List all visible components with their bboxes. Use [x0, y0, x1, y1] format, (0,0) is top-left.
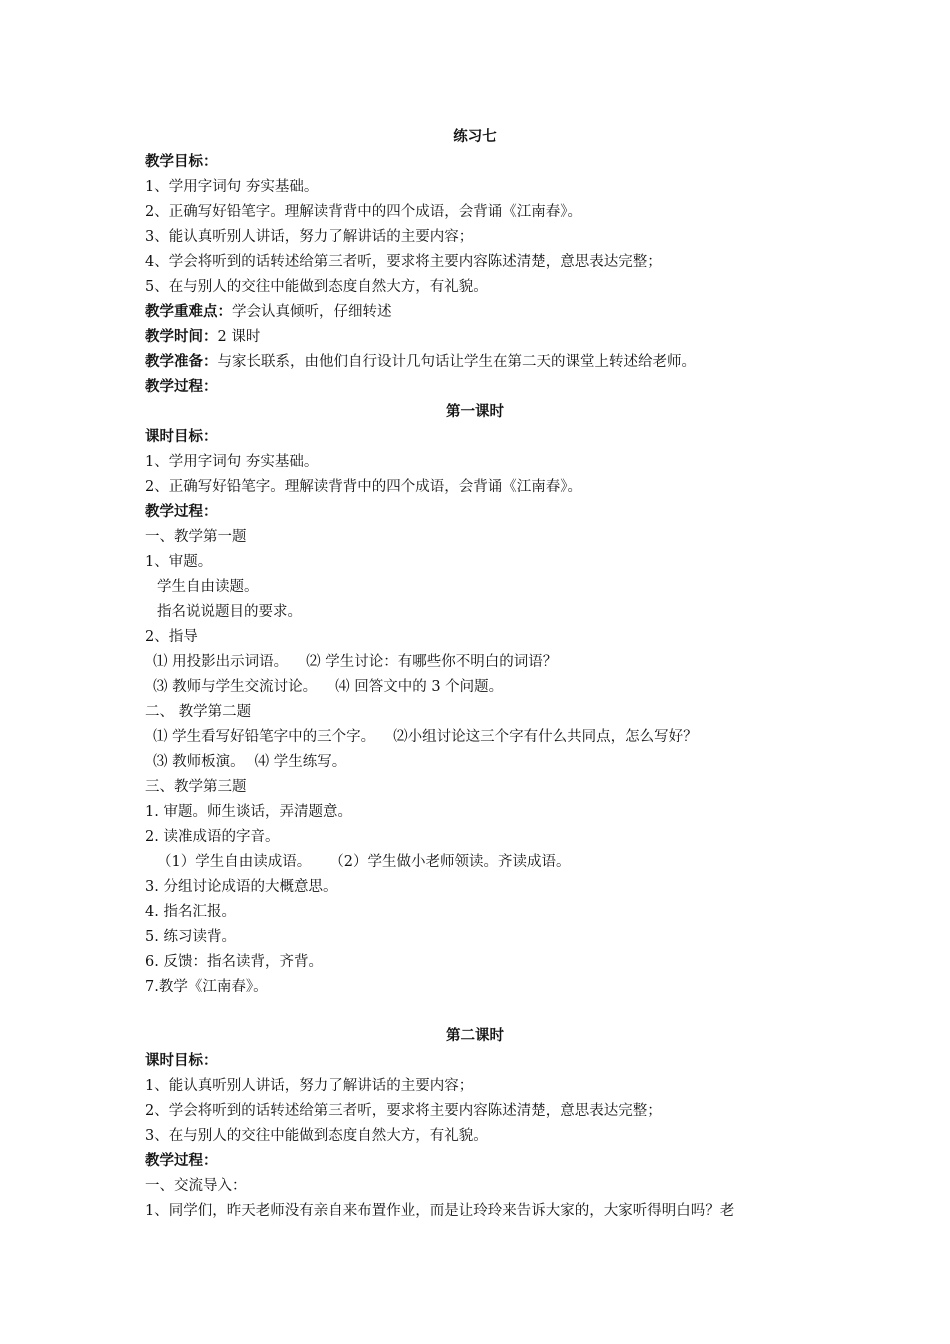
lesson1-process-heading: 教学过程：: [145, 503, 218, 520]
step-detail-row: [153, 753, 346, 771]
step-detail: ⑴ 用投影出示词语。: [153, 654, 289, 670]
step-item: 1、同学们，昨天老师没有亲自来布置作业，而是让玲玲来告诉大家的，大家听得明白吗？老: [145, 1203, 735, 1219]
lesson1-goal-item: 2、正确写好铅笔字。理解读背背中的四个成语，会背诵《江南春》。: [145, 479, 582, 495]
lesson2-title: 第二课时: [446, 1027, 504, 1044]
step-detail: ⑵ 学生讨论：有哪些你不明白的词语？: [306, 654, 558, 670]
step-detail: ⑶ 教师与学生交流讨论。: [153, 679, 318, 695]
step-detail: ⑶ 教师板演。: [153, 754, 245, 770]
step-detail-row: [153, 653, 557, 671]
lesson2-goals-heading: 课时目标：: [145, 1052, 218, 1069]
step-detail: （1）学生自由读成语。: [157, 854, 312, 870]
step-item: 6. 反馈：指名读背，齐背。: [145, 954, 323, 970]
lesson1-goals-heading: 课时目标：: [145, 428, 218, 445]
goal-item: 5、在与别人的交往中能做到态度自然大方，有礼貌。: [145, 279, 488, 295]
step-detail-row: [157, 853, 570, 871]
doc-title: 练习七: [453, 128, 497, 145]
step-detail-row: [153, 678, 503, 696]
teaching-time: [145, 328, 260, 346]
teaching-time-label: 教学时间：: [145, 328, 218, 345]
step-detail: 学生自由读题。: [157, 579, 259, 595]
key-points-text: 学会认真倾听，仔细转述: [232, 304, 392, 320]
step-detail: ⑷ 学生练写。: [254, 754, 347, 770]
lesson2-goal-item: 2、学会将听到的话转述给第三者听，要求将主要内容陈述清楚，意思表达完整；: [145, 1103, 662, 1119]
step-item: 1. 审题。师生谈话，弄清题意。: [145, 804, 352, 820]
step-item: 3. 分组讨论成语的大概意思。: [145, 879, 338, 895]
step-detail: ⑷ 回答文中的 3 个问题。: [335, 679, 504, 695]
process-heading: 教学过程：: [145, 378, 218, 395]
teaching-prep-label: 教学准备：: [145, 353, 218, 370]
lesson1-title: 第一课时: [446, 403, 504, 420]
step-detail: 指名说说题目的要求。: [157, 604, 302, 620]
step-item: 2、指导: [145, 629, 198, 645]
step-detail-row: [153, 728, 698, 746]
teaching-prep: [145, 353, 696, 371]
teaching-prep-text: 与家长联系，由他们自行设计几句话让学生在第二天的课堂上转述给老师。: [217, 354, 696, 370]
lesson1-goal-item: 1、学用字词句 夯实基础。: [145, 454, 319, 470]
step-item: 2. 读准成语的字音。: [145, 829, 280, 845]
key-points-label: 教学重难点：: [145, 303, 232, 320]
goal-item: 3、能认真听别人讲话，努力了解讲话的主要内容；: [145, 229, 474, 245]
section-heading: 二、 教学第二题: [145, 704, 252, 720]
step-item: 7.教学《江南春》。: [145, 979, 268, 995]
lesson2-process-heading: 教学过程：: [145, 1152, 218, 1169]
section-heading: 一、教学第一题: [145, 529, 247, 545]
teaching-time-text: 2 课时: [217, 329, 261, 345]
step-detail: ⑵小组讨论这三个字有什么共同点，怎么写好？: [393, 729, 698, 745]
step-item: 5. 练习读背。: [145, 929, 236, 945]
key-points: [145, 303, 392, 321]
step-detail: （2）学生做小老师领读。齐读成语。: [329, 854, 571, 870]
section-heading: 一、交流导入：: [145, 1178, 247, 1194]
lesson2-goal-item: 3、在与别人的交往中能做到态度自然大方，有礼貌。: [145, 1128, 488, 1144]
step-detail: ⑴ 学生看写好铅笔字中的三个字。: [153, 729, 376, 745]
step-item: 4. 指名汇报。: [145, 904, 236, 920]
goal-item: 1、学用字词句 夯实基础。: [145, 179, 319, 195]
section-heading: 三、教学第三题: [145, 779, 247, 795]
step-item: 1、审题。: [145, 554, 213, 570]
lesson2-goal-item: 1、能认真听别人讲话，努力了解讲话的主要内容；: [145, 1078, 474, 1094]
goal-item: 2、正确写好铅笔字。理解读背背中的四个成语，会背诵《江南春》。: [145, 204, 582, 220]
goals-heading: 教学目标：: [145, 153, 218, 170]
goal-item: 4、学会将听到的话转述给第三者听，要求将主要内容陈述清楚，意思表达完整；: [145, 254, 662, 270]
